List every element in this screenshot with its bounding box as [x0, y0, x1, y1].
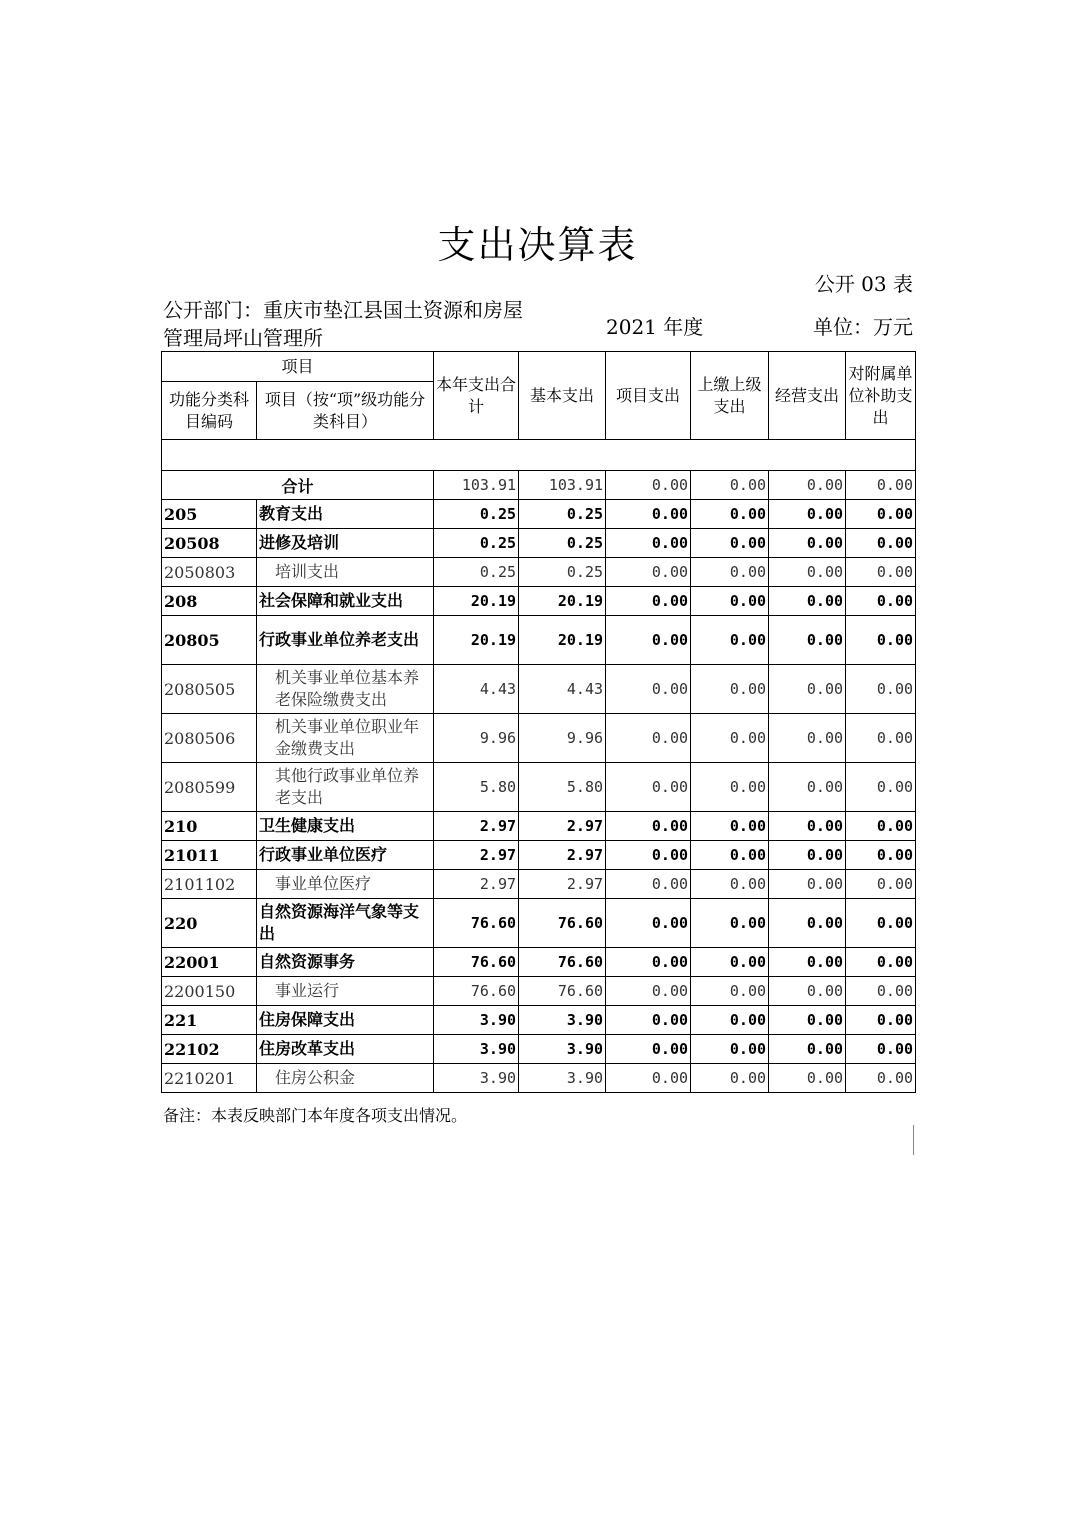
row-name: 其他行政事业单位养老支出 [257, 763, 434, 812]
header-upper: 上缴上级支出 [691, 352, 769, 440]
total-value: 0.00 [606, 471, 691, 500]
row-value: 0.00 [691, 763, 769, 812]
row-value: 0.00 [846, 870, 916, 899]
table-row [162, 763, 916, 812]
row-value: 4.43 [434, 665, 519, 714]
table-row [162, 899, 916, 948]
row-value: 0.00 [769, 812, 846, 841]
row-value: 0.00 [769, 948, 846, 977]
row-code: 2210201 [162, 1064, 257, 1093]
row-value: 0.00 [769, 558, 846, 587]
row-value: 0.25 [434, 500, 519, 529]
row-value: 5.80 [434, 763, 519, 812]
row-value: 0.00 [691, 558, 769, 587]
total-value: 0.00 [691, 471, 769, 500]
table-row [162, 587, 916, 616]
page-title: 支出决算表 [437, 223, 638, 267]
row-value: 0.00 [606, 665, 691, 714]
row-value: 2.97 [519, 870, 606, 899]
row-value: 0.00 [769, 841, 846, 870]
table-row [162, 841, 916, 870]
header-item: 项目 [162, 352, 434, 382]
row-value: 0.00 [691, 977, 769, 1006]
total-value: 103.91 [519, 471, 606, 500]
row-value: 0.00 [846, 587, 916, 616]
total-value: 103.91 [434, 471, 519, 500]
row-value: 0.00 [846, 763, 916, 812]
table-row [162, 558, 916, 587]
row-value: 0.00 [769, 665, 846, 714]
row-value: 0.00 [846, 841, 916, 870]
table-row [162, 948, 916, 977]
row-value: 20.19 [519, 587, 606, 616]
unit-label: 单位：万元 [813, 315, 913, 339]
row-value: 76.60 [519, 977, 606, 1006]
row-value: 9.96 [434, 714, 519, 763]
table-row [162, 714, 916, 763]
row-value: 0.00 [846, 714, 916, 763]
row-name: 机关事业单位职业年金缴费支出 [257, 714, 434, 763]
row-value: 5.80 [519, 763, 606, 812]
table-row [162, 1064, 916, 1093]
row-value: 0.00 [691, 529, 769, 558]
table-header [162, 352, 916, 471]
row-value: 0.25 [434, 558, 519, 587]
row-name: 机关事业单位基本养老保险缴费支出 [257, 665, 434, 714]
row-value: 0.25 [434, 529, 519, 558]
row-value: 0.00 [769, 899, 846, 948]
row-value: 0.00 [846, 948, 916, 977]
row-value: 0.00 [691, 899, 769, 948]
header-code: 功能分类科目编码 [162, 382, 257, 440]
row-value: 0.00 [846, 558, 916, 587]
header-project: 项目支出 [606, 352, 691, 440]
total-value: 0.00 [846, 471, 916, 500]
row-value: 0.00 [691, 841, 769, 870]
row-name: 进修及培训 [257, 529, 434, 558]
table-row [162, 529, 916, 558]
row-value: 0.00 [691, 1006, 769, 1035]
row-value: 2.97 [519, 841, 606, 870]
row-code: 2050803 [162, 558, 257, 587]
row-name: 培训支出 [257, 558, 434, 587]
footnote: 备注：本表反映部门本年度各项支出情况。 [163, 1106, 468, 1125]
header-total: 本年支出合计 [434, 352, 519, 440]
row-code: 20508 [162, 529, 257, 558]
row-value: 0.00 [606, 948, 691, 977]
row-name: 事业单位医疗 [257, 870, 434, 899]
header-name: 项目（按“项”级功能分类科目） [257, 382, 434, 440]
row-value: 20.19 [434, 587, 519, 616]
row-value: 0.00 [691, 812, 769, 841]
row-value: 0.25 [519, 529, 606, 558]
row-value: 0.25 [519, 500, 606, 529]
row-value: 20.19 [434, 616, 519, 665]
row-code: 2080506 [162, 714, 257, 763]
header-subsidy: 对附属单位补助支出 [846, 352, 916, 440]
row-value: 0.00 [606, 899, 691, 948]
row-value: 0.00 [606, 616, 691, 665]
row-value: 3.90 [519, 1064, 606, 1093]
row-value: 0.00 [606, 529, 691, 558]
row-value: 0.00 [769, 977, 846, 1006]
total-value: 0.00 [769, 471, 846, 500]
row-code: 20805 [162, 616, 257, 665]
row-code: 210 [162, 812, 257, 841]
row-value: 0.00 [691, 714, 769, 763]
row-value: 0.00 [606, 841, 691, 870]
row-value: 20.19 [519, 616, 606, 665]
row-value: 0.00 [769, 1035, 846, 1064]
row-value: 0.00 [691, 1064, 769, 1093]
row-value: 0.00 [846, 1064, 916, 1093]
row-value: 0.00 [606, 500, 691, 529]
expenditure-table [161, 351, 916, 1093]
row-value: 0.00 [691, 616, 769, 665]
row-value: 0.00 [606, 1035, 691, 1064]
row-name: 卫生健康支出 [257, 812, 434, 841]
row-value: 3.90 [434, 1006, 519, 1035]
table-row [162, 616, 916, 665]
row-value: 2.97 [434, 841, 519, 870]
row-value: 3.90 [434, 1035, 519, 1064]
row-code: 221 [162, 1006, 257, 1035]
row-value: 9.96 [519, 714, 606, 763]
row-code: 2080505 [162, 665, 257, 714]
row-name: 行政事业单位养老支出 [257, 616, 434, 665]
row-value: 3.90 [434, 1064, 519, 1093]
row-name: 社会保障和就业支出 [257, 587, 434, 616]
row-value: 0.00 [769, 500, 846, 529]
row-value: 0.00 [846, 1035, 916, 1064]
row-code: 22001 [162, 948, 257, 977]
row-value: 0.00 [606, 587, 691, 616]
row-code: 208 [162, 587, 257, 616]
row-name: 自然资源事务 [257, 948, 434, 977]
row-value: 0.00 [846, 616, 916, 665]
row-value: 0.00 [606, 812, 691, 841]
row-value: 0.00 [691, 587, 769, 616]
row-name: 自然资源海洋气象等支出 [257, 899, 434, 948]
row-code: 22102 [162, 1035, 257, 1064]
row-code: 2080599 [162, 763, 257, 812]
row-name: 教育支出 [257, 500, 434, 529]
row-code: 2200150 [162, 977, 257, 1006]
total-label: 合计 [162, 471, 434, 500]
row-code: 2101102 [162, 870, 257, 899]
row-value: 0.00 [691, 1035, 769, 1064]
row-value: 0.00 [691, 948, 769, 977]
row-value: 0.00 [691, 870, 769, 899]
row-code: 21011 [162, 841, 257, 870]
row-value: 0.00 [769, 763, 846, 812]
row-value: 3.90 [519, 1035, 606, 1064]
row-value: 0.00 [846, 899, 916, 948]
table-row [162, 1035, 916, 1064]
row-value: 0.00 [606, 977, 691, 1006]
row-value: 0.00 [606, 1006, 691, 1035]
row-value: 0.00 [606, 763, 691, 812]
row-value: 0.00 [846, 665, 916, 714]
row-value: 0.00 [691, 665, 769, 714]
row-value: 0.00 [846, 977, 916, 1006]
header-spacer [162, 440, 916, 471]
row-value: 4.43 [519, 665, 606, 714]
row-value: 0.00 [606, 1064, 691, 1093]
row-name: 事业运行 [257, 977, 434, 1006]
row-value: 0.00 [769, 714, 846, 763]
row-code: 220 [162, 899, 257, 948]
department-label: 公开部门：重庆市垫江县国土资源和房屋管理局坪山管理所 [163, 298, 523, 350]
row-value: 0.25 [519, 558, 606, 587]
row-value: 0.00 [691, 500, 769, 529]
row-name: 行政事业单位医疗 [257, 841, 434, 870]
row-name: 住房公积金 [257, 1064, 434, 1093]
table-row [162, 1006, 916, 1035]
row-name: 住房保障支出 [257, 1006, 434, 1035]
row-value: 0.00 [846, 1006, 916, 1035]
row-value: 0.00 [606, 558, 691, 587]
table-row [162, 870, 916, 899]
row-value: 76.60 [434, 899, 519, 948]
table-row [162, 977, 916, 1006]
row-value: 0.00 [846, 812, 916, 841]
header-basic: 基本支出 [519, 352, 606, 440]
row-code: 205 [162, 500, 257, 529]
row-value: 3.90 [519, 1006, 606, 1035]
table-body [162, 471, 916, 1093]
row-value: 0.00 [769, 870, 846, 899]
row-value: 0.00 [846, 500, 916, 529]
form-number: 公开 03 表 [814, 272, 913, 296]
row-value: 2.97 [434, 870, 519, 899]
row-value: 2.97 [519, 812, 606, 841]
row-value: 76.60 [434, 977, 519, 1006]
table-row [162, 812, 916, 841]
row-name: 住房改革支出 [257, 1035, 434, 1064]
row-value: 0.00 [846, 529, 916, 558]
row-value: 76.60 [434, 948, 519, 977]
total-row [162, 471, 916, 500]
row-value: 0.00 [769, 616, 846, 665]
divider-line [913, 1125, 914, 1155]
row-value: 0.00 [606, 714, 691, 763]
row-value: 0.00 [769, 1064, 846, 1093]
fiscal-year: 2021 年度 [606, 315, 704, 339]
table-row [162, 665, 916, 714]
table-row [162, 500, 916, 529]
row-value: 0.00 [769, 587, 846, 616]
row-value: 76.60 [519, 948, 606, 977]
header-business: 经营支出 [769, 352, 846, 440]
row-value: 0.00 [769, 1006, 846, 1035]
row-value: 76.60 [519, 899, 606, 948]
row-value: 2.97 [434, 812, 519, 841]
row-value: 0.00 [769, 529, 846, 558]
row-value: 0.00 [606, 870, 691, 899]
